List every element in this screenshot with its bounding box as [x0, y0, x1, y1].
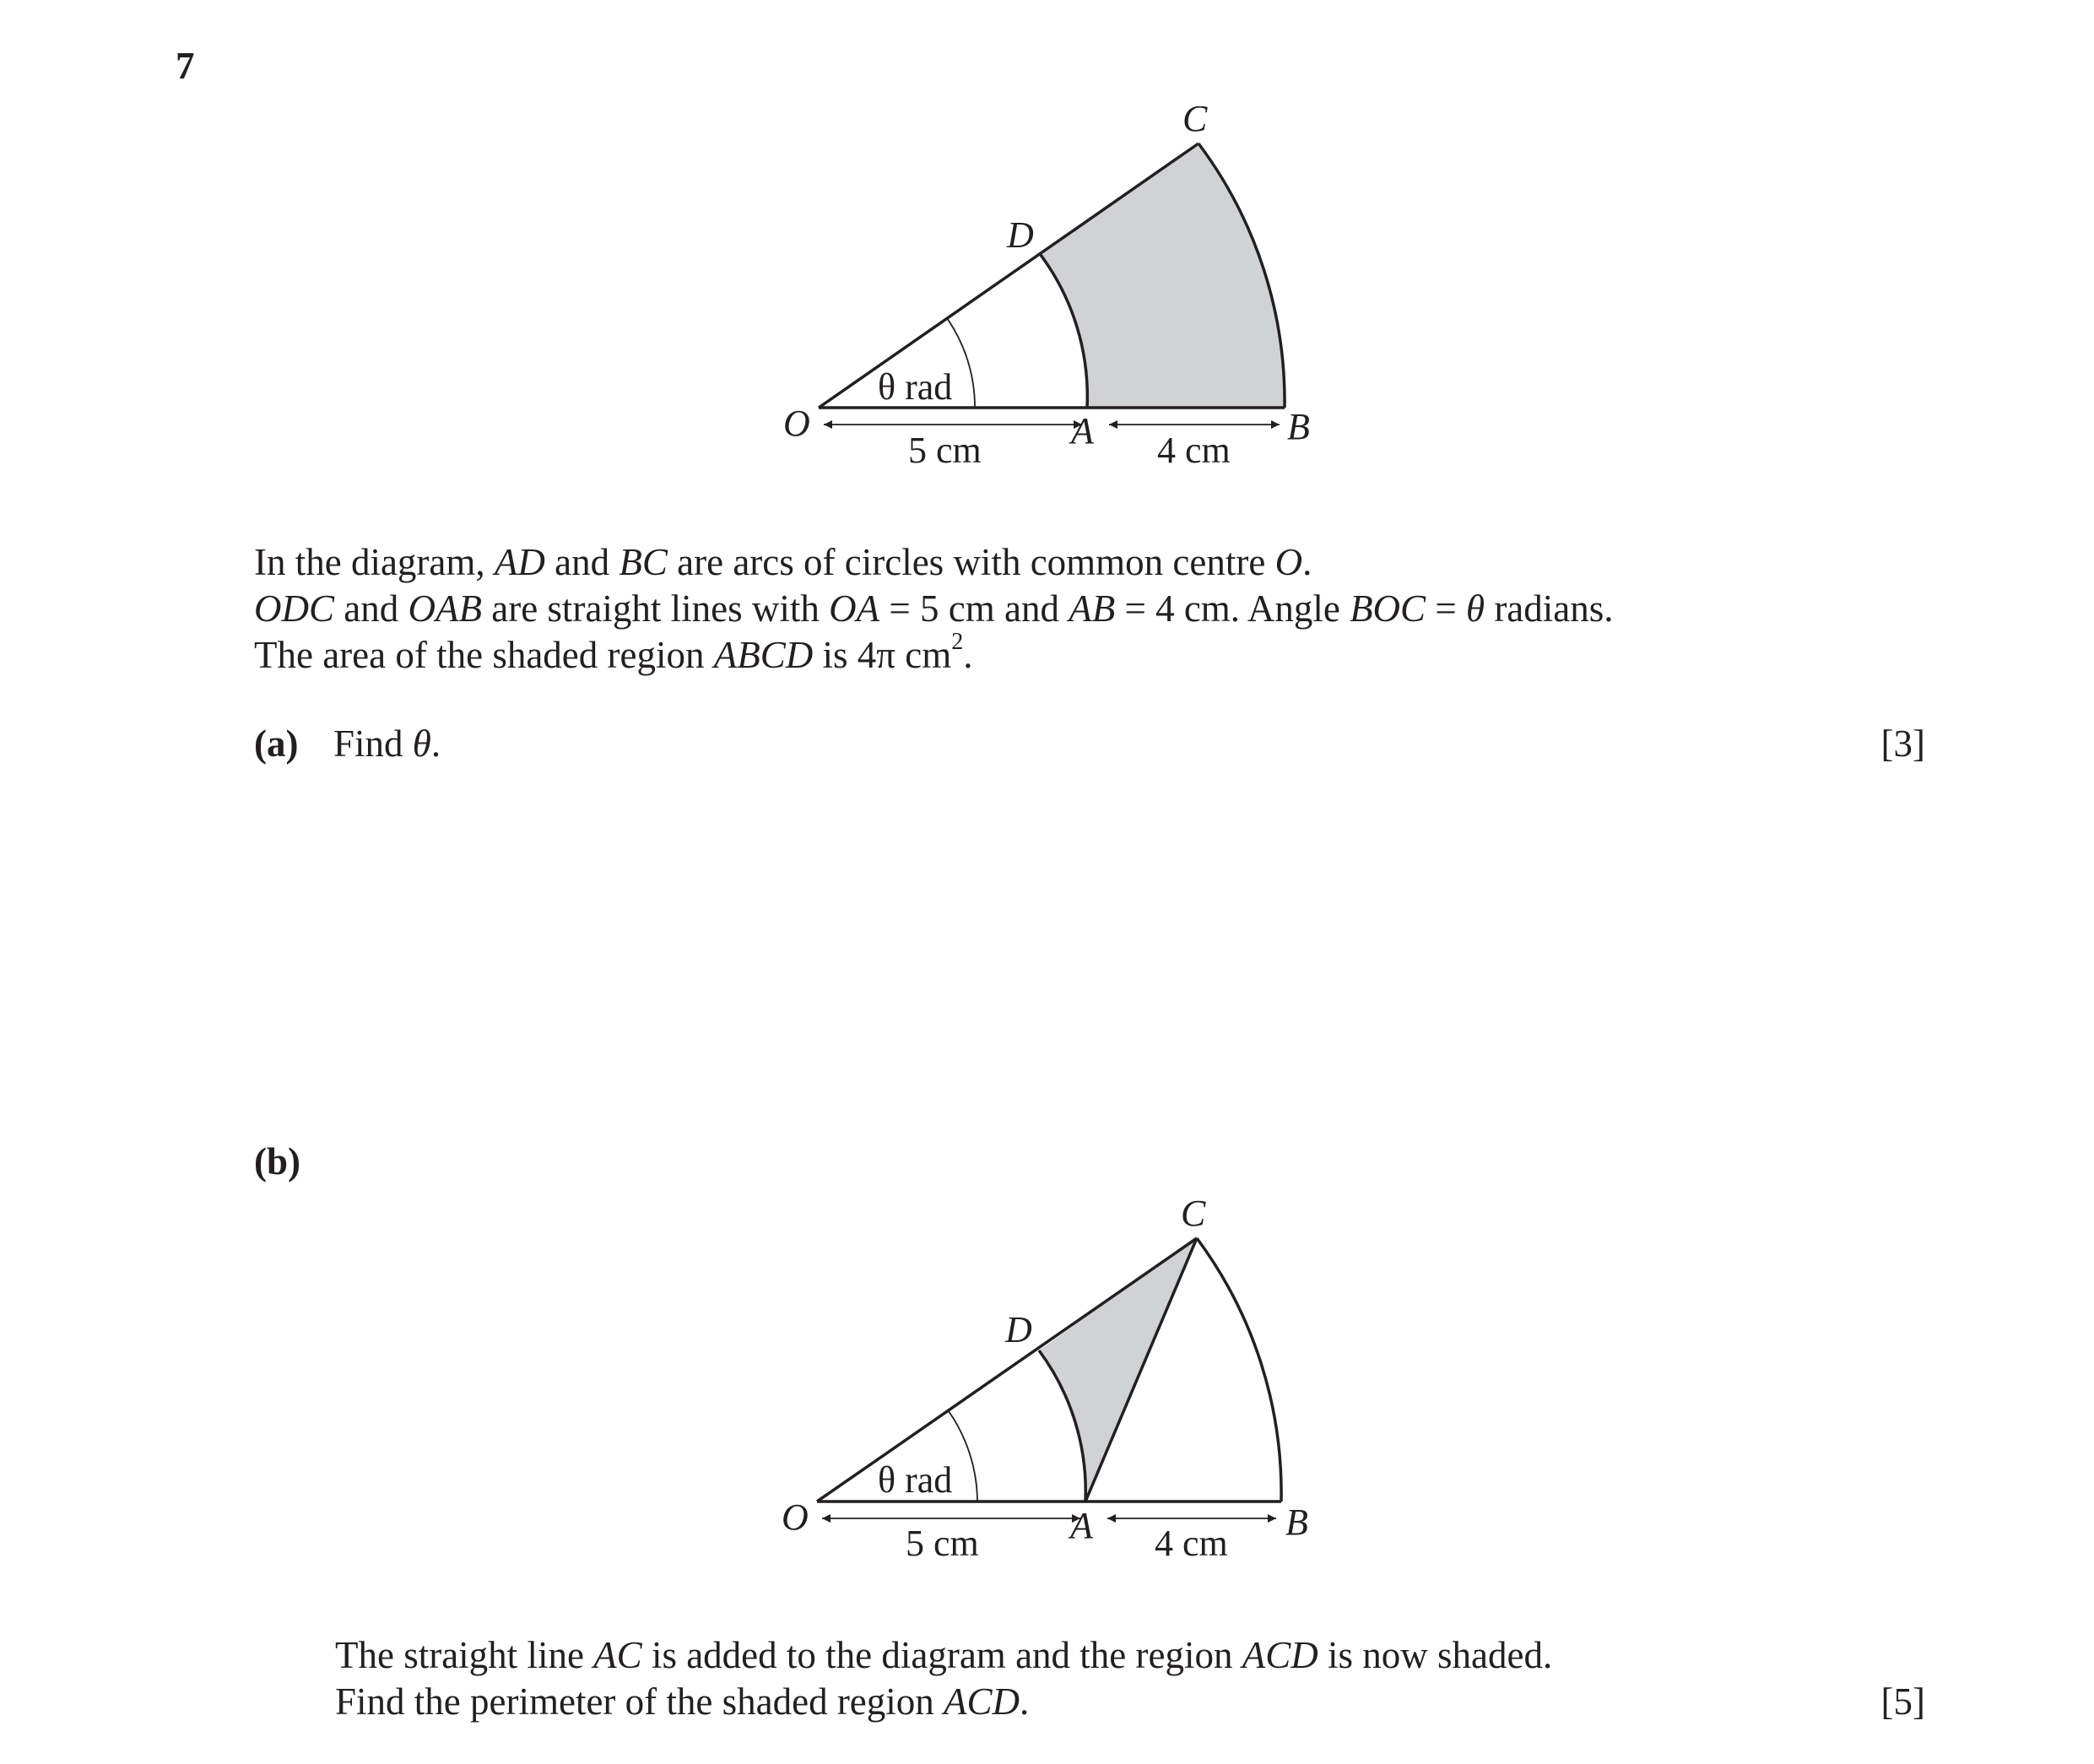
angle-arc	[949, 1411, 977, 1502]
diagram-2	[782, 1193, 1308, 1564]
label-a: A	[1071, 410, 1094, 452]
label-d: D	[1005, 1309, 1032, 1350]
shaded-region-abcd	[1041, 143, 1285, 408]
part-a-marks: [3]	[1880, 722, 1925, 765]
shaded-region-acd	[1039, 1238, 1197, 1502]
arc-bc	[1197, 1238, 1281, 1502]
part-b-label: (b)	[254, 1140, 300, 1182]
intro-line-1: In the diagram, AD and BC are arcs of circles with common centre O.	[254, 541, 1312, 583]
label-a: A	[1070, 1505, 1093, 1546]
label-d: D	[1007, 214, 1034, 256]
intro-line-2: ODC and OAB are straight lines with OA = 5 cm and AB = 4 cm. Angle BOC = θ radians.	[254, 587, 1614, 630]
length-label-ab: 4 cm	[1155, 1523, 1228, 1564]
part-b-marks: [5]	[1880, 1680, 1925, 1723]
part-b-line-1: The straight line AC is added to the diagram and the region ACD is now shaded.	[335, 1634, 1553, 1676]
part-a-question: Find θ.	[333, 722, 441, 765]
length-label-oa: 5 cm	[906, 1523, 979, 1564]
length-label-oa: 5 cm	[908, 430, 982, 471]
question-number: 7	[176, 45, 195, 87]
label-b: B	[1285, 1502, 1308, 1543]
part-b-line-2: Find the perimeter of the shaded region ACD.	[335, 1680, 1030, 1723]
angle-label: θ rad	[878, 1459, 953, 1501]
label-o: O	[783, 403, 810, 444]
label-c: C	[1182, 98, 1208, 139]
label-c: C	[1181, 1193, 1206, 1234]
part-a-label: (a)	[254, 722, 299, 765]
intro-line-3: The area of the shaded region ABCD is 4π $cm^2$.	[254, 629, 973, 676]
length-label-ab: 4 cm	[1157, 430, 1231, 471]
label-b: B	[1287, 406, 1310, 447]
label-o: O	[782, 1496, 809, 1538]
diagram-1	[783, 98, 1310, 471]
angle-label: θ rad	[878, 366, 953, 408]
